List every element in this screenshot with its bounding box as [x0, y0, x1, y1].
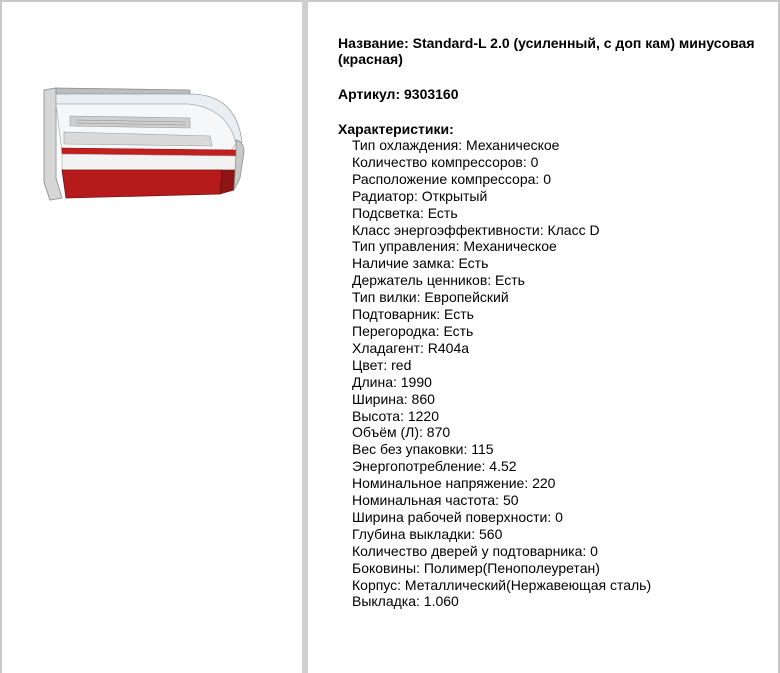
- specs-list: [338, 137, 768, 610]
- spec-item: Радиатор: Открытый: [352, 187, 488, 204]
- spec-item: Вес без упаковки: 115: [352, 441, 494, 458]
- product-article: [338, 86, 768, 102]
- spec-item: Тип управления: Механическое: [352, 238, 557, 255]
- spec-item: Наличие замка: Есть: [352, 255, 489, 272]
- spec-item: Боковины: Полимер(Пенополеуретан): [352, 559, 600, 576]
- product-title: [338, 35, 768, 67]
- spec-item: Цвет: red: [352, 356, 412, 373]
- spec-item: Ширина: 860: [352, 390, 435, 407]
- spec-item: Длина: 1990: [352, 373, 432, 390]
- spec-item: Подсветка: Есть: [352, 204, 458, 221]
- name-label: Название:: [338, 35, 409, 51]
- spec-item: Расположение компрессора: 0: [352, 170, 551, 187]
- spec-item: Количество дверей у подтоварника: 0: [352, 542, 598, 559]
- spec-item: Энергопотребление: 4.52: [352, 458, 517, 475]
- spec-item: Держатель ценников: Есть: [352, 272, 525, 289]
- image-column: [2, 2, 302, 673]
- product-info: [338, 35, 768, 610]
- spec-item: Перегородка: Есть: [352, 322, 474, 339]
- spec-item: Объём (Л): 870: [352, 424, 451, 441]
- spec-item: Номинальная частота: 50: [352, 492, 519, 509]
- spec-item: Высота: 1220: [352, 407, 440, 424]
- spec-item: Корпус: Металлический(Нержавеющая сталь): [352, 576, 652, 593]
- spec-item: Подтоварник: Есть: [352, 306, 474, 323]
- spec-item: Номинальное напряжение: 220: [352, 475, 556, 492]
- name-value: Standard-L 2.0 (усиленный, с доп кам) минусовая (красная): [338, 35, 755, 67]
- spec-item: Тип охлаждения: Механическое: [352, 137, 560, 153]
- article-label: Артикул:: [338, 86, 401, 102]
- spec-item: Хладагент: R404a: [352, 339, 470, 356]
- spec-item: Класс энергоэффективности: Класс D: [352, 221, 600, 238]
- spec-item: Выкладка: 1.060: [352, 593, 459, 610]
- spec-item: Ширина рабочей поверхности: 0: [352, 508, 563, 525]
- specs-heading: Характеристики:: [338, 121, 454, 137]
- details-column: [308, 2, 778, 673]
- spec-item: Количество компрессоров: 0: [352, 153, 539, 170]
- spec-item: Глубина выкладки: 560: [352, 525, 503, 542]
- article-value: 9303160: [404, 86, 459, 102]
- spec-item: Тип вилки: Европейский: [352, 289, 509, 306]
- display-fridge-illustration: [40, 82, 250, 212]
